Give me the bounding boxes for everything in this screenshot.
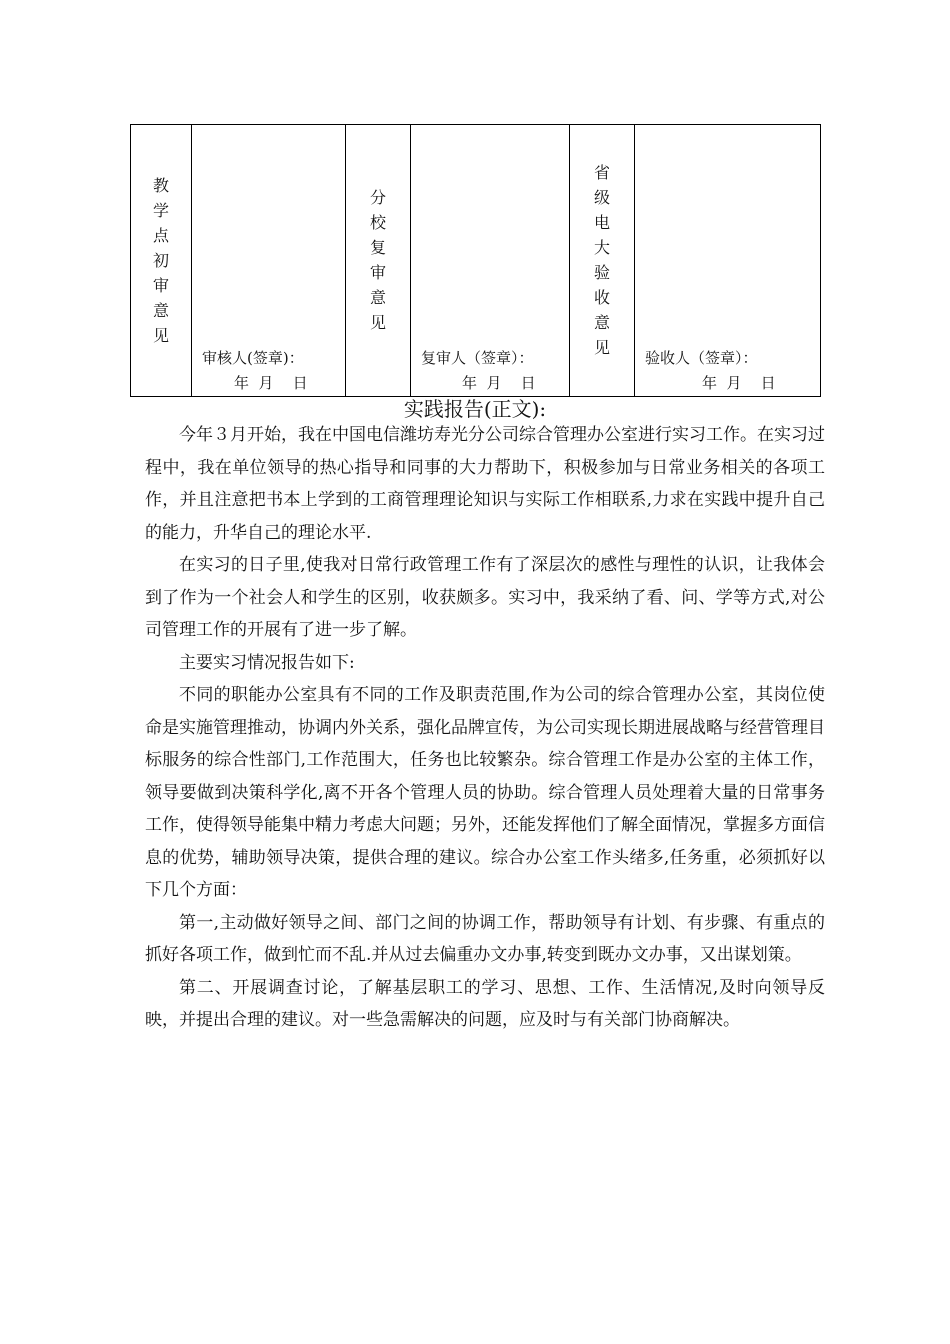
approval-table — [130, 124, 821, 397]
report-body — [145, 419, 825, 1037]
report-title: 实践报告(正文): — [403, 397, 547, 421]
report-paragraph: 不同的职能办公室具有不同的工作及职责范围,作为公司的综合管理办公室，其岗位使命是实施管理推动，协调内外关系，强化品牌宣传，为公司实现长期进展战略与经营管理目标服务的综合性部门,工作范围大，任务也比较繁杂。综合管理工作是办公室的主体工作，领导要做到决策科学化,离不开各个管理人员的协助。综合管理人员处理着大量的日常事务工作，使得领导能集中精力考虑大问题；另外，还能发挥他们了解全面情况，掌握多方面信息的优势，辅助领导决策，提供合理的建议。综合办公室工作头绪多,任务重，必须抓好以下几个方面： — [145, 685, 825, 900]
report-paragraph: 在实习的日子里,使我对日常行政管理工作有了深层次的感性与理性的认识，让我体会到了作为一个社会人和学生的区别，收获颇多。实习中，我采纳了看、问、学等方式,对公司管理工作的开展有了进一步了解。 — [145, 555, 825, 640]
report-paragraph: 主要实习情况报告如下: — [179, 652, 355, 673]
teaching-point-review-cell — [192, 125, 346, 397]
acceptor-date: 年 月 日 — [702, 374, 776, 392]
branch-recheck-label-cell — [346, 125, 411, 397]
acceptor-signature-label: 验收人（签章）： — [645, 349, 758, 367]
teaching-point-review-label-cell — [131, 125, 192, 397]
teaching-point-review-label: 教 学 点 初 审 意 见 — [152, 176, 169, 345]
provincial-acceptance-label: 省 级 电 大 验 收 意 见 — [593, 163, 610, 357]
provincial-acceptance-cell — [635, 125, 821, 397]
reviewer-signature-label: 审核人(签章)： — [202, 349, 304, 367]
report-paragraph: 第二、开展调查讨论，了解基层职工的学习、思想、工作、生活情况,及时向领导反映，并提出合理的建议。对一些急需解决的问题，应及时与有关部门协商解决。 — [145, 977, 825, 1030]
provincial-acceptance-label-cell — [570, 125, 635, 397]
rechecker-signature-label: 复审人（签章）： — [421, 349, 534, 367]
branch-recheck-label: 分 校 复 审 意 见 — [369, 188, 386, 332]
report-paragraph: 第一,主动做好领导之间、部门之间的协调工作，帮助领导有计划、有步骤、有重点的抓好各项工作，做到忙而不乱.并从过去偏重办文办事,转变到既办文办事，又出谋划策。 — [145, 912, 825, 965]
report-paragraph: 今年３月开始，我在中国电信潍坊寿光分公司综合管理办公室进行实习工作。在实习过程中，我在单位领导的热心指导和同事的大力帮助下，积极参加与日常业务相关的各项工作，并且注意把书本上学到的工商管理理论知识与实际工作相联系,力求在实践中提升自己的能力，升华自己的理论水平. — [145, 425, 825, 543]
rechecker-date: 年 月 日 — [462, 374, 536, 392]
reviewer-date: 年 月 日 — [234, 374, 308, 392]
branch-recheck-cell — [411, 125, 570, 397]
